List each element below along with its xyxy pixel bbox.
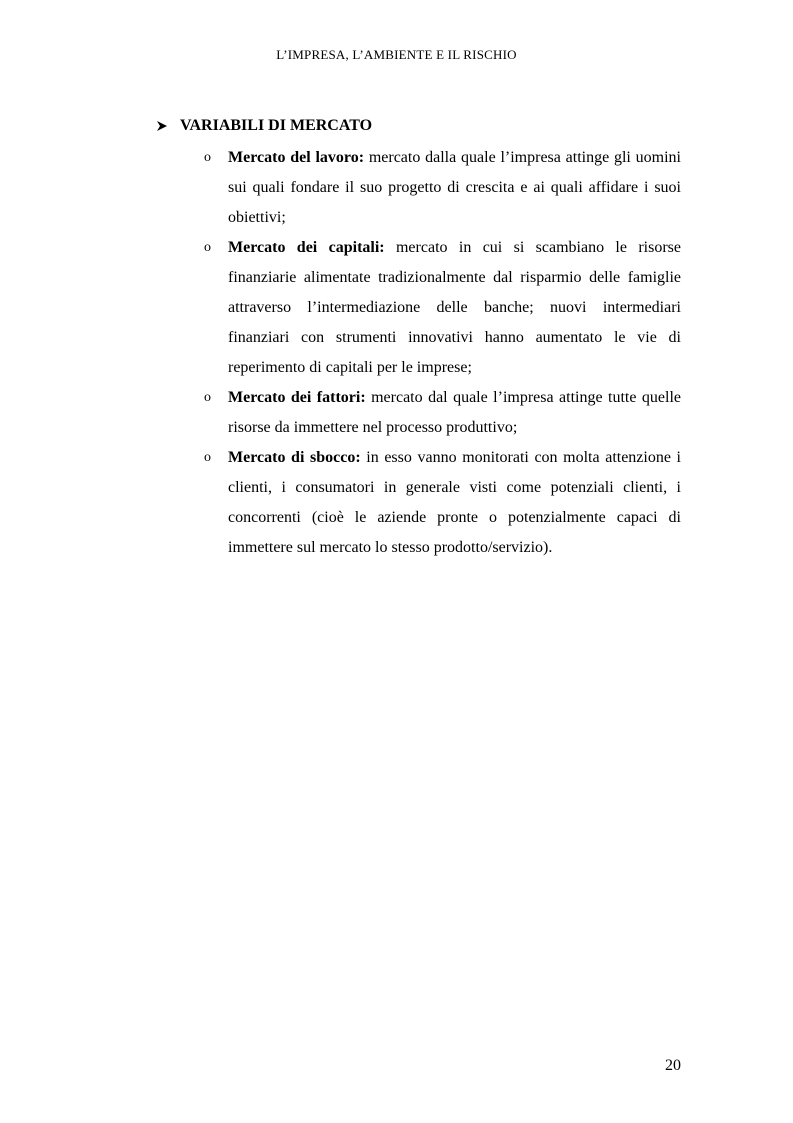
- item-term: Mercato del lavoro:: [228, 149, 365, 166]
- item-term: Mercato dei capitali:: [228, 239, 385, 256]
- list-item: [156, 143, 681, 233]
- section-heading: VARIABILI DI MERCATO: [180, 117, 373, 134]
- arrow-bullet-icon: [156, 120, 180, 132]
- item-text: mercato in cui si scambiano le risorse finanziarie alimentate tradizionalmente dal risparmio delle famiglie attraverso l’intermediazione delle banche; nuovi intermediari finanziari con strumenti innovativi hanno aumentato le vie di reperimento di capitali per le imprese;: [228, 239, 682, 376]
- page-number: 20: [665, 1057, 681, 1074]
- running-header: L’IMPRESA, L’AMBIENTE E IL RISCHIO: [276, 47, 517, 62]
- circle-bullet-icon: o: [204, 150, 211, 165]
- item-text: mercato dalla quale l’impresa attinge gli uomini sui quali fondare il suo progetto di crescita e ai quali affidare i suoi obiettivi;: [228, 149, 681, 226]
- bullet-list: [156, 143, 681, 563]
- item-term: Mercato dei fattori:: [228, 389, 366, 406]
- circle-bullet-icon: o: [204, 240, 211, 255]
- section-heading-row: [156, 113, 681, 139]
- market-variables-section: [156, 113, 681, 563]
- item-text: in esso vanno monitorati con molta attenzione i clienti, i consumatori in generale visti come potenziali clienti, i concorrenti (cioè le aziende pronte o potenzialmente capaci di immettere sul mercato lo stesso prodotto/servizio).: [228, 449, 682, 556]
- item-term: Mercato di sbocco:: [228, 449, 361, 466]
- list-item: [156, 233, 681, 383]
- circle-bullet-icon: o: [204, 450, 211, 465]
- item-text: mercato dal quale l’impresa attinge tutte quelle risorse da immettere nel processo produttivo;: [228, 389, 682, 436]
- list-item: [156, 383, 681, 443]
- circle-bullet-icon: o: [204, 390, 211, 405]
- list-item: [156, 443, 681, 563]
